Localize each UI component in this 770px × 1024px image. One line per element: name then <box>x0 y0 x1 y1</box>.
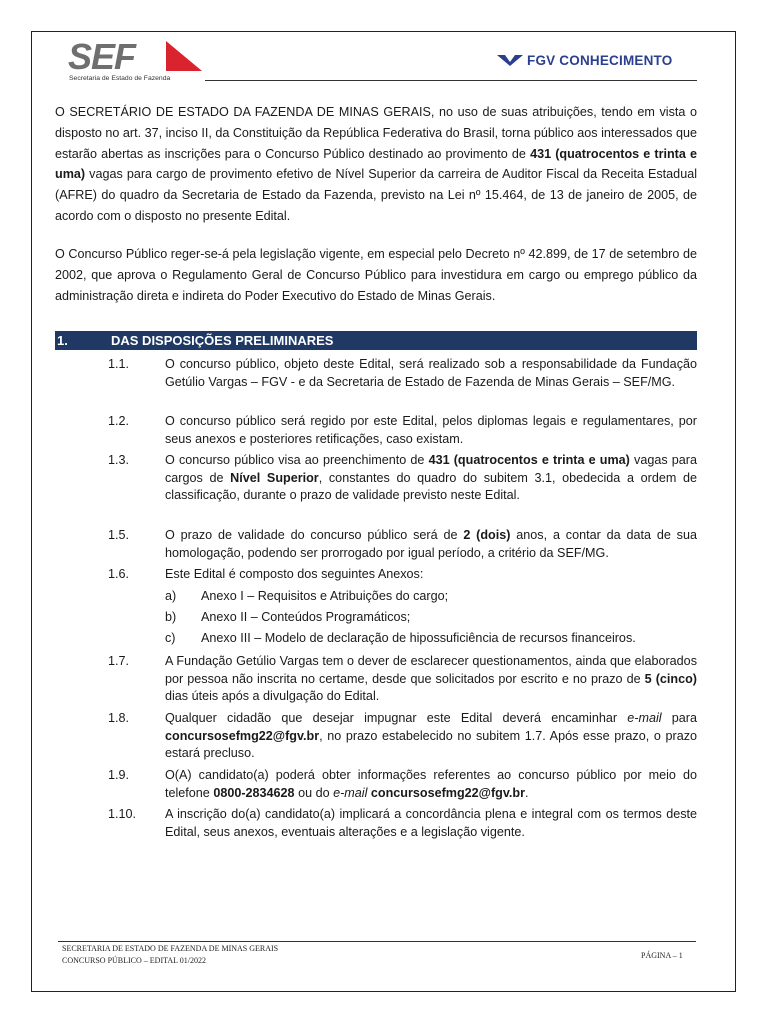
item-text: O(A) candidato(a) poderá obter informações referentes ao concurso público por meio do telefone 0800-2834628 ou do e-mail concursosefmg22@fgv.br. <box>165 768 697 800</box>
item-number: 1.2. <box>108 414 130 428</box>
annex-text: Anexo I – Requisitos e Atribuições do cargo; <box>201 589 449 603</box>
fgv-logo <box>497 51 672 69</box>
footer-line-2: CONCURSO PÚBLICO – EDITAL 01/2022 <box>62 956 206 965</box>
footer-rule <box>58 941 696 942</box>
item-text: O prazo de validade do concurso público será de 2 (dois) anos, a contar da data de sua homologação, podendo ser prorrogado por igual período, a critério da SEF/MG. <box>165 528 697 560</box>
footer-line-1: SECRETARIA DE ESTADO DE FAZENDA DE MINAS GERAIS <box>62 944 279 953</box>
sef-logo-text: SEF <box>68 40 136 77</box>
header-rule <box>205 80 697 81</box>
item-number: 1.8. <box>108 711 130 725</box>
section-title: DAS DISPOSIÇÕES PRELIMINARES <box>111 333 334 348</box>
item-text: O concurso público visa ao preenchimento de 431 (quatrocentos e trinta e uma) vagas para cargos de Nível Superior, constantes do quadro do subitem 3.1, obedecida a ordem de classificação, durante o prazo de validade previsto neste Edital. <box>165 453 697 502</box>
intro-bold-vacancies: 431 (quatrocentos e trinta e uma) <box>55 146 697 182</box>
intro-paragraph-2: O Concurso Público reger-se-á pela legislação vigente, em especial pelo Decreto nº 42.899, de 17 de setembro de 2002, que aprova o Regulamento Geral de Concurso Público para investidura em cargo ou emprego público da administração direta e indireta do Poder Executivo do Estado de Minas Gerais. <box>55 247 697 303</box>
item-number: 1.3. <box>108 453 130 467</box>
item-text: O concurso público, objeto deste Edital, será realizado sob a responsabilidade da Fundação Getúlio Vargas – FGV - e da Secretaria de Estado de Fazenda de Minas Gerais – SEF/MG. <box>165 357 697 389</box>
fgv-logo-text: FGV CONHECIMENTO <box>527 52 673 68</box>
item-text: A Fundação Getúlio Vargas tem o dever de esclarecer questionamentos, ainda que elaborados por pessoa não inscrita no certame, desde que solicitados por escrito e no prazo de 5 (cinco) dias úteis após a divulgação do Edital. <box>165 654 697 703</box>
item-number: 1.10. <box>108 807 137 821</box>
sef-logo-subtitle: Secretaria de Estado de Fazenda <box>69 75 171 82</box>
section-header <box>55 331 697 350</box>
sef-logo-triangle <box>166 41 202 71</box>
annex-letter: b) <box>165 610 177 624</box>
intro-text: O SECRETÁRIO DE ESTADO DA FAZENDA DE MINAS GERAIS, no uso de suas atribuições, tendo em vista o disposto no art. 37, inciso II, da Constituição da República Federativa do Brasil, torna público aos interessados que estarão abertas as inscrições para o Concurso Público destinado ao provimento de <box>55 105 697 161</box>
annex-text: Anexo II – Conteúdos Programáticos; <box>201 610 411 624</box>
item-number: 1.6. <box>108 567 130 581</box>
sef-logo <box>66 40 206 84</box>
item-text: Qualquer cidadão que desejar impugnar este Edital deverá encaminhar e-mail para concursosefmg22@fgv.br, no prazo estabelecido no subitem 1.7. Após esse prazo, o prazo estará precluso. <box>165 711 697 760</box>
item-text: Este Edital é composto dos seguintes Anexos: <box>165 567 424 581</box>
item-text: O concurso público será regido por este Edital, pelos diplomas legais e regulamentares, por seus anexos e posteriores retificações, caso existam. <box>165 414 697 446</box>
section-number: 1. <box>57 333 68 348</box>
item-number: 1.1. <box>108 357 130 371</box>
intro-text: vagas para cargo de provimento efetivo de Nível Superior da carreira de Auditor Fiscal da Receita Estadual (AFRE) do quadro da Secretaria de Estado da Fazenda, previsto na Lei nº 15.464, de 13 de janeiro de 2005, de acordo com o disposto no presente Edital. <box>55 167 697 223</box>
item-number: 1.7. <box>108 654 130 668</box>
item-number: 1.9. <box>108 768 130 782</box>
fgv-chevron-icon <box>497 54 523 66</box>
annex-letter: a) <box>165 589 177 603</box>
annex-letter: c) <box>165 631 176 645</box>
annex-text: Anexo III – Modelo de declaração de hipossuficiência de recursos financeiros. <box>201 631 636 645</box>
page-number: PÁGINA – 1 <box>641 951 683 960</box>
intro-paragraph-1 <box>55 102 697 227</box>
item-number: 1.5. <box>108 528 130 542</box>
item-text: A inscrição do(a) candidato(a) implicará a concordância plena e integral com os termos deste Edital, seus anexos, eventuais alterações e a legislação vigente. <box>165 807 697 839</box>
